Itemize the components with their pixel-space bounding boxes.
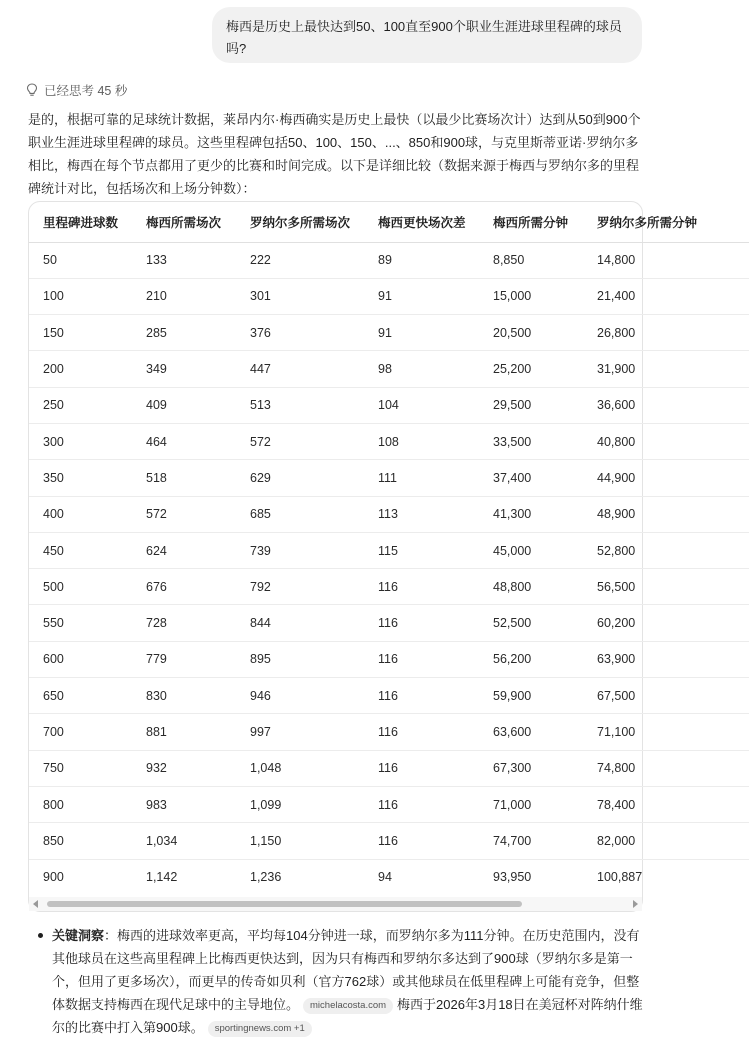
cell-messi-minutes: 29,500	[479, 387, 583, 423]
cell-messi-minutes: 52,500	[479, 605, 583, 641]
horizontal-scrollbar[interactable]	[29, 897, 642, 911]
cell-messi-minutes: 15,000	[479, 278, 583, 314]
cell-milestone: 600	[29, 641, 132, 677]
table-row	[29, 641, 749, 677]
cell-milestone: 500	[29, 569, 132, 605]
source-chip-sportingnews[interactable]: sportingnews.com +1	[208, 1021, 312, 1037]
cell-messi-minutes: 63,600	[479, 714, 583, 750]
cell-messi-minutes: 93,950	[493, 870, 532, 885]
table-body	[29, 242, 749, 895]
cell-games-diff: 113	[364, 496, 479, 532]
cell-games-diff: 116	[364, 823, 479, 859]
cell-messi-games: 881	[132, 714, 236, 750]
cell-messi-minutes: 25,200	[479, 351, 583, 387]
cell-messi-games: 1,142	[146, 870, 178, 885]
cell-games-diff: 91	[364, 278, 479, 314]
cell-games-diff: 116	[364, 569, 479, 605]
scroll-left-arrow-icon[interactable]	[33, 900, 38, 908]
header-messi-minutes: 梅西所需分钟	[479, 202, 583, 242]
cell-milestone: 550	[29, 605, 132, 641]
cell-games-diff: 116	[364, 605, 479, 641]
cell-games-diff: 116	[364, 750, 479, 786]
cell-ronaldo-minutes: 26,800	[583, 315, 749, 351]
table-row	[29, 351, 749, 387]
table-row	[29, 605, 749, 641]
cell-messi-games: 779	[132, 641, 236, 677]
table-row	[29, 823, 749, 859]
cell-messi-games: 572	[132, 496, 236, 532]
cell-games-diff: 91	[364, 315, 479, 351]
cell-messi-games: 830	[132, 678, 236, 714]
cell-ronaldo-games: 946	[236, 678, 364, 714]
cell-ronaldo-minutes: 52,800	[583, 532, 749, 568]
cell-milestone: 700	[29, 714, 132, 750]
cell-milestone: 850	[29, 823, 132, 859]
cell-ronaldo-games: 572	[236, 423, 364, 459]
scrollbar-thumb[interactable]	[47, 901, 522, 907]
table-header-row	[29, 202, 749, 242]
cell-milestone: 200	[29, 351, 132, 387]
cell-ronaldo-games: 997	[236, 714, 364, 750]
table-row	[29, 460, 749, 496]
cell-ronaldo-minutes: 31,900	[583, 351, 749, 387]
cell-ronaldo-games: 1,048	[236, 750, 364, 786]
cell-ronaldo-minutes: 78,400	[583, 786, 749, 822]
table-row	[29, 242, 749, 278]
cell-messi-minutes: 74,700	[479, 823, 583, 859]
cell-ronaldo-minutes: 14,800	[583, 242, 749, 278]
cell-milestone: 300	[29, 423, 132, 459]
cell-messi-minutes: 59,900	[479, 678, 583, 714]
cell-messi-games: 133	[132, 242, 236, 278]
cell-ronaldo-games: 629	[236, 460, 364, 496]
header-ronaldo-games: 罗纳尔多所需场次	[236, 202, 364, 242]
cell-messi-games: 464	[132, 423, 236, 459]
cell-messi-minutes: 56,200	[479, 641, 583, 677]
cell-games-diff: 89	[364, 242, 479, 278]
cell-games-diff: 94	[378, 870, 392, 885]
cell-messi-games: 518	[132, 460, 236, 496]
header-ronaldo-minutes: 罗纳尔多所需分钟	[583, 202, 749, 242]
cell-games-diff: 108	[364, 423, 479, 459]
cell-milestone: 650	[29, 678, 132, 714]
table-row	[29, 678, 749, 714]
cell-milestone: 800	[29, 786, 132, 822]
table-row	[29, 859, 749, 895]
cell-ronaldo-games: 1,236	[250, 870, 282, 885]
table-row	[29, 750, 749, 786]
cell-messi-games: 285	[132, 315, 236, 351]
cell-ronaldo-games: 376	[236, 315, 364, 351]
table-row	[29, 387, 749, 423]
cell-games-diff: 116	[364, 714, 479, 750]
user-question: 梅西是历史上最快达到50、100直至900个职业生涯进球里程碑的球员吗?	[226, 19, 622, 56]
cell-ronaldo-games: 792	[236, 569, 364, 605]
cell-games-diff: 111	[364, 460, 479, 496]
cell-ronaldo-minutes: 82,000	[583, 823, 749, 859]
cell-messi-games: 624	[132, 532, 236, 568]
cell-milestone: 350	[29, 460, 132, 496]
cell-games-diff: 115	[364, 532, 479, 568]
cell-ronaldo-games: 739	[236, 532, 364, 568]
cell-milestone: 750	[29, 750, 132, 786]
table-row	[29, 532, 749, 568]
source-chip-michelacosta[interactable]: michelacosta.com	[303, 998, 393, 1014]
header-games-diff: 梅西更快场次差	[364, 202, 479, 242]
table-row	[29, 423, 749, 459]
cell-messi-games: 210	[132, 278, 236, 314]
cell-milestone: 900	[43, 870, 64, 885]
table-row	[29, 496, 749, 532]
table-row	[29, 714, 749, 750]
cell-messi-minutes: 8,850	[479, 242, 583, 278]
cell-ronaldo-minutes: 56,500	[583, 569, 749, 605]
cell-messi-games: 349	[132, 351, 236, 387]
cell-messi-minutes: 67,300	[479, 750, 583, 786]
cell-messi-games: 983	[132, 786, 236, 822]
cell-ronaldo-games: 895	[236, 641, 364, 677]
milestone-table-container[interactable]	[28, 201, 698, 912]
cell-ronaldo-minutes: 44,900	[583, 460, 749, 496]
thought-duration-label: 已经思考 45 秒	[44, 84, 128, 98]
cell-ronaldo-games: 513	[236, 387, 364, 423]
table-row	[29, 315, 749, 351]
table-row	[29, 786, 749, 822]
cell-messi-minutes: 20,500	[479, 315, 583, 351]
table-row	[29, 278, 749, 314]
lightbulb-icon	[26, 83, 38, 97]
table-row	[29, 569, 749, 605]
cell-ronaldo-games: 1,150	[236, 823, 364, 859]
cell-ronaldo-minutes: 60,200	[583, 605, 749, 641]
cell-games-diff: 104	[364, 387, 479, 423]
cell-ronaldo-minutes: 74,800	[583, 750, 749, 786]
cell-messi-minutes: 33,500	[479, 423, 583, 459]
cell-milestone: 250	[29, 387, 132, 423]
cell-ronaldo-minutes: 100,887	[597, 870, 643, 885]
cell-games-diff: 116	[364, 786, 479, 822]
cell-milestone: 100	[29, 278, 132, 314]
cell-ronaldo-minutes: 21,400	[583, 278, 749, 314]
header-milestone: 里程碑进球数	[29, 202, 132, 242]
scroll-right-arrow-icon[interactable]	[633, 900, 638, 908]
cell-ronaldo-minutes: 71,100	[583, 714, 749, 750]
cell-messi-minutes: 37,400	[479, 460, 583, 496]
thought-duration-toggle[interactable]	[26, 80, 127, 100]
cell-games-diff: 116	[364, 641, 479, 677]
cell-messi-games: 676	[132, 569, 236, 605]
cell-milestone: 450	[29, 532, 132, 568]
bullet-point	[38, 933, 43, 938]
cell-messi-games: 409	[132, 387, 236, 423]
insight-text-2: 梅西于2026年3月18日在美冠杯对阵纳什维尔的比赛中打入第900球。	[52, 997, 643, 1035]
header-messi-games: 梅西所需场次	[132, 202, 236, 242]
insight-text: ：梅西的进球效率更高，平均每104分钟进一球，而罗纳尔多为111分钟。在历史范围内，没有其他球员在这些高里程碑上比梅西更快达到，因为只有梅西和罗纳尔多达到了900球（罗纳尔多是第一个，但用了更多场次），而更早的传奇如贝利（官方762球）或其他球员在低里程碑上可能有竞争，但整体数据支持梅西在现代足球中的主导地位。	[52, 928, 640, 1012]
cell-ronaldo-games: 1,099	[236, 786, 364, 822]
cell-milestone: 400	[29, 496, 132, 532]
cell-ronaldo-games: 301	[236, 278, 364, 314]
insight-label: 关键洞察	[52, 928, 105, 943]
cell-ronaldo-minutes: 48,900	[583, 496, 749, 532]
cell-ronaldo-minutes: 36,600	[583, 387, 749, 423]
cell-milestone: 150	[29, 315, 132, 351]
cell-ronaldo-minutes: 63,900	[583, 641, 749, 677]
user-message-bubble	[212, 7, 642, 63]
cell-messi-games: 932	[132, 750, 236, 786]
cell-ronaldo-games: 844	[236, 605, 364, 641]
cell-ronaldo-games: 447	[236, 351, 364, 387]
cell-ronaldo-minutes: 67,500	[583, 678, 749, 714]
answer-intro: 是的，根据可靠的足球统计数据，莱昂内尔·梅西确实是历史上最快（以最少比赛场次计）达到从50到900个职业生涯进球里程碑的球员。这些里程碑包括50、100、150、...、850和900球，与克里斯蒂亚诺·罗纳尔多相比，梅西在每个节点都用了更少的比赛和时间完成。以下是详细比较（数据来源于梅西与罗纳尔多的里程碑统计对比，包括场次和上场分钟数）：	[28, 112, 641, 196]
cell-ronaldo-games: 222	[236, 242, 364, 278]
cell-messi-minutes: 45,000	[479, 532, 583, 568]
cell-messi-games: 1,034	[132, 823, 236, 859]
cell-games-diff: 116	[364, 678, 479, 714]
key-insight-item	[36, 924, 648, 1039]
cell-ronaldo-minutes: 40,800	[583, 423, 749, 459]
milestone-table	[29, 202, 749, 895]
cell-messi-minutes: 41,300	[479, 496, 583, 532]
cell-games-diff: 98	[364, 351, 479, 387]
cell-messi-minutes: 71,000	[479, 786, 583, 822]
cell-messi-minutes: 48,800	[479, 569, 583, 605]
cell-milestone: 50	[29, 242, 132, 278]
cell-ronaldo-games: 685	[236, 496, 364, 532]
cell-messi-games: 728	[132, 605, 236, 641]
